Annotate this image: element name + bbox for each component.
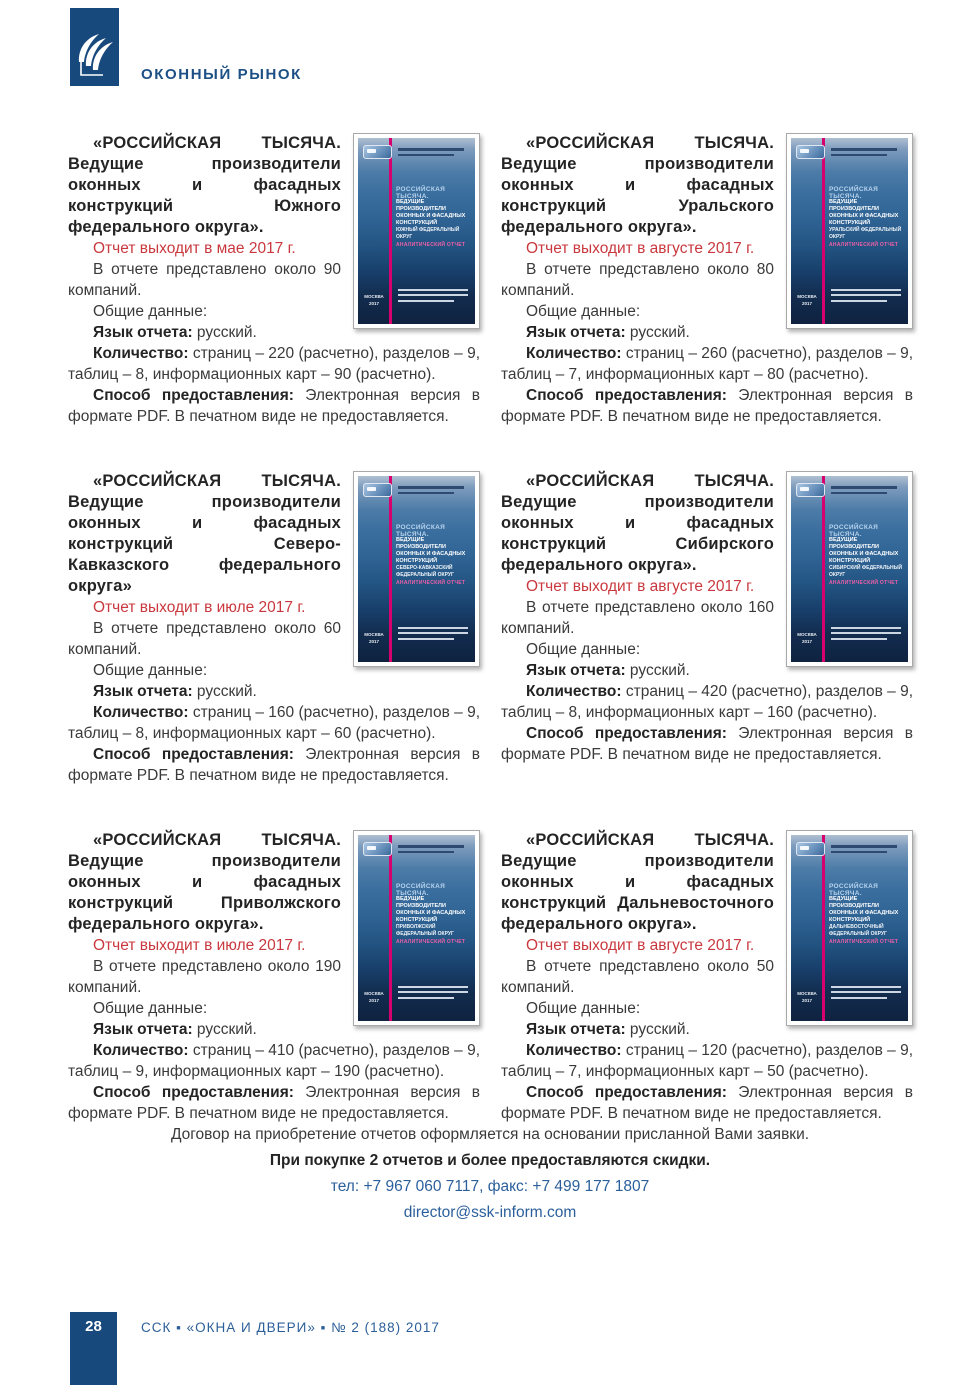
cover-fineprint-bottom	[831, 986, 901, 1003]
cover-subtitle: ВЕДУЩИЕ ПРОИЗВОДИТЕЛИ ОКОННЫХ И ФАСАДНЫХ КОНСТРУКЦИЙ	[829, 896, 899, 923]
report-language-value: русский.	[196, 683, 257, 700]
report-quantity-value: страниц – 120 (расчетно), разделов – 9, таблиц – 7, информационных карт – 50 (расчетно).	[501, 1042, 914, 1080]
report-cover-thumbnail	[786, 471, 913, 667]
cover-report-type: АНАЛИТИЧЕСКИЙ ОТЧЕТ	[396, 939, 466, 945]
report-language-value: русский.	[629, 662, 690, 679]
report-companies-line: В отчете представлено около 190 компаний.	[68, 958, 341, 996]
cover-publisher-logo-icon	[363, 145, 392, 159]
cover-subtitle: ВЕДУЩИЕ ПРОИЗВОДИТЕЛИ ОКОННЫХ И ФАСАДНЫХ КОНСТРУКЦИЙ	[396, 537, 466, 564]
cover-accent-stripe	[822, 476, 825, 662]
cover-subtitle: ВЕДУЩИЕ ПРОИЗВОДИТЕЛИ ОКОННЫХ И ФАСАДНЫХ КОНСТРУКЦИЙ	[829, 199, 899, 226]
report-method-value: Электронная версия в формате PDF. В печатном виде не предоставляется.	[501, 387, 914, 425]
cover-publisher-logo-icon	[363, 842, 392, 856]
report-quantity-line	[501, 681, 913, 723]
cover-subtitle: ВЕДУЩИЕ ПРОИЗВОДИТЕЛИ ОКОННЫХ И ФАСАДНЫХ КОНСТРУКЦИЙ	[396, 199, 466, 226]
report-method-label: Способ предоставления:	[93, 387, 294, 404]
cover-series-title: РОССИЙСКАЯ ТЫСЯЧА.	[829, 186, 879, 200]
report-method-label: Способ предоставления:	[526, 1084, 727, 1101]
report-cover-thumbnail	[353, 471, 480, 667]
cover-accent-stripe	[822, 835, 825, 1021]
report-companies-line: В отчете представлено около 60 компаний.	[68, 620, 341, 658]
contact-discount-line: При покупке 2 отчетов и более предоставляются скидки.	[269, 1152, 711, 1169]
cover-fineprint-bottom	[831, 289, 901, 306]
report-quantity-value: страниц – 410 (расчетно), разделов – 9, таблиц – 9, информационных карт – 190 (расчетно).	[68, 1042, 481, 1080]
report-quantity-value: страниц – 160 (расчетно), разделов – 9, таблиц – 8, информационных карт – 60 (расчетно).	[68, 704, 481, 742]
report-card	[68, 471, 480, 786]
report-title: «РОССИЙСКАЯ ТЫСЯЧА. Ведущие производители оконных и фасадных конструкций Дальневосточного федерального округа».	[501, 831, 774, 933]
cover-fineprint-bottom	[398, 986, 468, 1003]
cover-fineprint-top	[398, 845, 464, 856]
cover-series-title: РОССИЙСКАЯ ТЫСЯЧА.	[396, 186, 446, 200]
cover-city-year: МОСКВА 2017	[364, 991, 384, 1003]
report-cover-thumbnail	[786, 830, 913, 1026]
report-language-value: русский.	[629, 1021, 690, 1038]
report-method-value: Электронная версия в формате PDF. В печатном виде не предоставляется.	[501, 725, 914, 763]
report-quantity-line	[68, 343, 480, 385]
cover-artwork	[358, 476, 475, 662]
cover-publisher-logo-icon	[796, 145, 825, 159]
page-number-badge	[70, 1312, 117, 1385]
report-quantity-label: Количество:	[93, 704, 189, 721]
cover-accent-stripe	[389, 138, 392, 324]
cover-city-year: МОСКВА 2017	[797, 632, 817, 644]
cover-series-title: РОССИЙСКАЯ ТЫСЯЧА.	[396, 524, 446, 538]
report-method-line	[501, 723, 913, 765]
cover-region: СЕВЕРО-КАВКАЗСКИЙ ФЕДЕРАЛЬНЫЙ ОКРУГ	[396, 565, 454, 578]
cover-subtitle: ВЕДУЩИЕ ПРОИЗВОДИТЕЛИ ОКОННЫХ И ФАСАДНЫХ КОНСТРУКЦИЙ	[829, 537, 899, 564]
report-release-date: Отчет выходит в августе 2017 г.	[526, 240, 755, 257]
report-general-data-label: Общие данные:	[526, 641, 641, 658]
report-general-data-label: Общие данные:	[93, 303, 208, 320]
cover-fineprint-top	[398, 486, 464, 497]
report-quantity-line	[501, 1040, 913, 1082]
report-quantity-label: Количество:	[93, 345, 189, 362]
report-title: «РОССИЙСКАЯ ТЫСЯЧА. Ведущие производители оконных и фасадных конструкций Приволжского федерального округа».	[68, 831, 341, 933]
report-quantity-label: Количество:	[526, 683, 622, 700]
report-title: «РОССИЙСКАЯ ТЫСЯЧА. Ведущие производители оконных и фасадных конструкций Уральского федерального округа».	[501, 134, 774, 236]
report-method-label: Способ предоставления:	[526, 387, 727, 404]
contact-agreement-line: Договор на приобретение отчетов оформляется на основании присланной Вами заявки.	[170, 1126, 810, 1143]
report-quantity-value: страниц – 220 (расчетно), разделов – 9, таблиц – 8, информационных карт – 90 (расчетно).	[68, 345, 481, 383]
cover-region: УРАЛЬСКИЙ ФЕДЕРАЛЬНЫЙ ОКРУГ	[829, 227, 902, 240]
cover-subtitle: ВЕДУЩИЕ ПРОИЗВОДИТЕЛИ ОКОННЫХ И ФАСАДНЫХ КОНСТРУКЦИЙ	[396, 896, 466, 923]
report-language-value: русский.	[196, 324, 257, 341]
report-release-date: Отчет выходит в августе 2017 г.	[526, 578, 755, 595]
cover-artwork	[358, 138, 475, 324]
contact-email-link[interactable]: director@ssk-inform.com	[403, 1204, 577, 1221]
report-card	[501, 471, 913, 786]
swoosh-logo-icon	[73, 28, 116, 80]
cover-publisher-logo-icon	[363, 483, 392, 497]
report-language-label: Язык отчета:	[93, 683, 193, 700]
report-cover-thumbnail	[353, 830, 480, 1026]
report-title: «РОССИЙСКАЯ ТЫСЯЧА. Ведущие производители оконных и фасадных конструкций Южного федерального округа».	[68, 134, 341, 236]
cover-report-type: АНАЛИТИЧЕСКИЙ ОТЧЕТ	[396, 242, 466, 248]
report-release-date: Отчет выходит в мае 2017 г.	[93, 240, 296, 257]
cover-series-title: РОССИЙСКАЯ ТЫСЯЧА.	[396, 883, 446, 897]
report-general-data-label: Общие данные:	[526, 303, 641, 320]
page-number: 28	[85, 1318, 102, 1335]
report-card	[68, 133, 480, 427]
report-language-label: Язык отчета:	[526, 1021, 626, 1038]
report-method-value: Электронная версия в формате PDF. В печатном виде не предоставляется.	[68, 1084, 481, 1122]
report-language-label: Язык отчета:	[93, 324, 193, 341]
report-method-line	[501, 385, 913, 427]
cover-artwork	[791, 835, 908, 1021]
cover-publisher-logo-icon	[796, 842, 825, 856]
cover-region: ПРИВОЛЖСКИЙ ФЕДЕРАЛЬНЫЙ ОКРУГ	[396, 924, 454, 937]
cover-artwork	[791, 476, 908, 662]
report-quantity-value: страниц – 420 (расчетно), разделов – 9, таблиц – 8, информационных карт – 160 (расчетно).	[501, 683, 914, 721]
report-cover-thumbnail	[353, 133, 480, 329]
footer-issue-line: ССК ▪ «ОКНА И ДВЕРИ» ▪ № 2 (188) 2017	[141, 1320, 440, 1335]
cover-series-title: РОССИЙСКАЯ ТЫСЯЧА.	[829, 883, 879, 897]
report-quantity-label: Количество:	[526, 1042, 622, 1059]
report-general-data-label: Общие данные:	[93, 1000, 208, 1017]
cover-city-year: МОСКВА 2017	[797, 991, 817, 1003]
section-title: ОКОННЫЙ РЫНОК	[141, 66, 302, 83]
report-companies-line: В отчете представлено около 50 компаний.	[501, 958, 774, 996]
cover-fineprint-bottom	[398, 289, 468, 306]
cover-publisher-logo-icon	[796, 483, 825, 497]
reports-grid	[68, 133, 913, 1124]
report-card	[501, 830, 913, 1124]
cover-region: ДАЛЬНЕВОСТОЧНЫЙ ФЕДЕРАЛЬНЫЙ ОКРУГ	[829, 924, 887, 937]
report-companies-line: В отчете представлено около 90 компаний.	[68, 261, 341, 299]
cover-fineprint-top	[398, 148, 464, 159]
report-title: «РОССИЙСКАЯ ТЫСЯЧА. Ведущие производители оконных и фасадных конструкций Северо-Кавказского федерального округа»	[68, 472, 341, 595]
cover-report-type: АНАЛИТИЧЕСКИЙ ОТЧЕТ	[829, 242, 899, 248]
cover-report-type: АНАЛИТИЧЕСКИЙ ОТЧЕТ	[396, 580, 466, 586]
cover-artwork	[358, 835, 475, 1021]
cover-fineprint-bottom	[831, 627, 901, 644]
report-quantity-value: страниц – 260 (расчетно), разделов – 9, таблиц – 7, информационных карт – 80 (расчетно).	[501, 345, 914, 383]
report-cover-thumbnail	[786, 133, 913, 329]
report-language-label: Язык отчета:	[526, 662, 626, 679]
cover-fineprint-top	[831, 486, 897, 497]
cover-region: СИБИРСКИЙ ФЕДЕРАЛЬНЫЙ ОКРУГ	[829, 565, 903, 578]
cover-accent-stripe	[389, 476, 392, 662]
report-language-line	[68, 681, 480, 702]
cover-city-year: МОСКВА 2017	[364, 632, 384, 644]
report-card	[501, 133, 913, 427]
report-release-date: Отчет выходит в июле 2017 г.	[93, 937, 306, 954]
report-method-line	[501, 1082, 913, 1124]
cover-artwork	[791, 138, 908, 324]
cover-region: ЮЖНЫЙ ФЕДЕРАЛЬНЫЙ ОКРУГ	[396, 227, 460, 240]
cover-accent-stripe	[389, 835, 392, 1021]
report-quantity-label: Количество:	[526, 345, 622, 362]
report-language-label: Язык отчета:	[93, 1021, 193, 1038]
report-method-line	[68, 385, 480, 427]
report-language-label: Язык отчета:	[526, 324, 626, 341]
cover-fineprint-top	[831, 148, 897, 159]
report-method-line	[68, 1082, 480, 1124]
publisher-logo	[70, 8, 119, 86]
report-title: «РОССИЙСКАЯ ТЫСЯЧА. Ведущие производители оконных и фасадных конструкций Сибирского федерального округа».	[501, 472, 774, 574]
report-general-data-label: Общие данные:	[93, 662, 208, 679]
report-method-value: Электронная версия в формате PDF. В печатном виде не предоставляется.	[68, 746, 481, 784]
report-companies-line: В отчете представлено около 80 компаний.	[501, 261, 774, 299]
report-release-date: Отчет выходит в августе 2017 г.	[526, 937, 755, 954]
report-card	[68, 830, 480, 1124]
report-language-value: русский.	[629, 324, 690, 341]
report-method-label: Способ предоставления:	[93, 746, 294, 763]
report-release-date: Отчет выходит в июле 2017 г.	[93, 599, 306, 616]
report-method-label: Способ предоставления:	[93, 1084, 294, 1101]
report-language-value: русский.	[196, 1021, 257, 1038]
report-quantity-label: Количество:	[93, 1042, 189, 1059]
report-method-value: Электронная версия в формате PDF. В печатном виде не предоставляется.	[501, 1084, 914, 1122]
report-quantity-line	[68, 1040, 480, 1082]
report-general-data-label: Общие данные:	[526, 1000, 641, 1017]
report-quantity-line	[501, 343, 913, 385]
contact-block	[0, 1122, 980, 1226]
report-method-value: Электронная версия в формате PDF. В печатном виде не предоставляется.	[68, 387, 481, 425]
cover-accent-stripe	[822, 138, 825, 324]
cover-city-year: МОСКВА 2017	[364, 294, 384, 306]
contact-phone-fax-line: тел: +7 967 060 7117, факс: +7 499 177 1807	[330, 1178, 650, 1195]
cover-fineprint-bottom	[398, 627, 468, 644]
cover-fineprint-top	[831, 845, 897, 856]
report-method-label: Способ предоставления:	[526, 725, 727, 742]
cover-city-year: МОСКВА 2017	[797, 294, 817, 306]
cover-series-title: РОССИЙСКАЯ ТЫСЯЧА.	[829, 524, 879, 538]
report-quantity-line	[68, 702, 480, 744]
cover-report-type: АНАЛИТИЧЕСКИЙ ОТЧЕТ	[829, 939, 899, 945]
report-method-line	[68, 744, 480, 786]
report-companies-line: В отчете представлено около 160 компаний.	[501, 599, 774, 637]
cover-report-type: АНАЛИТИЧЕСКИЙ ОТЧЕТ	[829, 580, 899, 586]
